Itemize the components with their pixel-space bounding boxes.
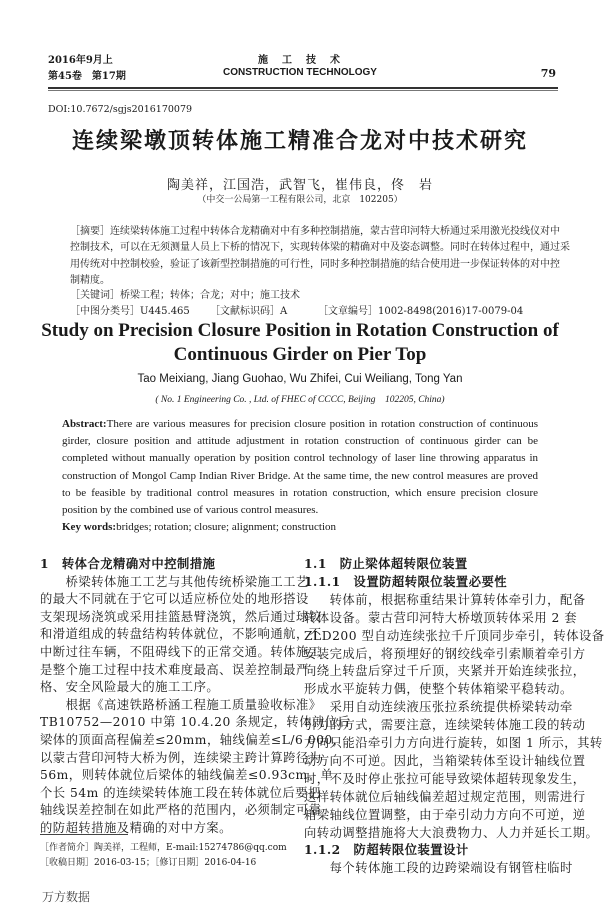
abstract-en-text: construction of Mongol Camp Indian River Bridge. At the same time, the new control measures are proved xyxy=(62,469,538,482)
body-text-line: 方向只能沿牵引力方向进行旋转，如图 1 所示，其转 xyxy=(304,736,603,750)
dates-footnote: ［收稿日期］2016-03-15；［修订日期］2016-04-16 xyxy=(40,858,257,868)
body-text-line: 箱梁轴线位置调整，由于牵引动力方向不可逆，逆 xyxy=(304,807,586,822)
affiliation-en: ( No. 1 Engineering Co. , Ltd. of FHEC of CCCC, Beijing 102205, China) xyxy=(155,395,445,405)
body-text-line: 根据《高速铁路桥涵工程施工质量验收标准》 xyxy=(40,697,322,712)
abstract-en-text: girder, closure position and attitude adjustment in rotation construction of continuous girder can be xyxy=(62,435,538,448)
body-text-line: 形成水平旋转力偶，使整个转体箱梁平稳转动。 xyxy=(304,682,573,697)
body-text-line: 动方向不可逆。因此，当箱梁转体至设计轴线位置 xyxy=(304,753,586,768)
header-rule xyxy=(48,87,558,91)
body-text-line: 以蒙古营印河特大桥为例，连续梁主跨计算跨径为 xyxy=(40,750,322,765)
abstract-en-text: position by the combined use of various control measures. xyxy=(62,504,319,516)
paper-title-en-line1: Study on Precision Closure Position in Rotation Construction of xyxy=(41,320,559,341)
body-text-line: 采用自动连续液压张拉系统提供桥梁转动牵 xyxy=(304,700,573,715)
wanfang-watermark: 万方数据 xyxy=(42,890,91,904)
abstract-cn-line: ［摘要］连续梁转体施工过程中转体合龙精确对中有多种控制措施，蒙古营印河特大桥通过采用激光投线仪对中 xyxy=(70,226,560,237)
document-code: ［文献标识码］A xyxy=(210,306,288,317)
journal-name-en: CONSTRUCTION TECHNOLOGY xyxy=(223,67,377,78)
article-number: ［文章编号］1002-8498(2016)17-0079-04 xyxy=(318,306,524,317)
issue-date: 2016年9月上 xyxy=(48,55,113,66)
abstract-cn-line: 制精度。 xyxy=(70,274,110,286)
abstract-en-line xyxy=(62,504,538,516)
body-text-line: 这样转体就位后轴线偏差超过规定范围，则需进行 xyxy=(304,789,586,804)
abstract-cn-line: 控制技术，可以在无须测量人员上下桥的情况下，实现转体梁的精确对中及姿态调整。同时在转体过程中，通过采 xyxy=(70,242,570,254)
keywords-en-text: bridges; rotation; closure; alignment; construction xyxy=(116,521,337,533)
section-heading: 1 转体合龙精确对中控制措施 xyxy=(40,556,216,571)
section-heading: 1.1.2 防超转限位装置设计 xyxy=(304,842,469,858)
body-text-line: 56m，则转体就位后梁体的轴线偏差≤0.93cm。单 xyxy=(40,768,334,783)
body-text-line: 每个转体施工段的边跨梁端设有钢管柱临时 xyxy=(304,861,573,876)
body-text-line: 个长 54m 的连续梁转体施工段在转体就位后要把 xyxy=(40,785,321,800)
body-text-line: 桥梁转体施工工艺与其他传统桥梁施工工艺 xyxy=(40,574,309,589)
body-text-line: 向转动调整措施将大大浪费物力、人力并延长工期。 xyxy=(304,825,599,840)
body-text-line: 转体前，根据称重结果计算转体牵引力，配备 xyxy=(304,592,586,607)
body-text-line: 时，不及时停止张拉可能导致梁体超转现象发生， xyxy=(304,771,586,786)
body-text-line: 梁体的顶面高程偏差≤20mm，轴线偏差≤L/6 000， xyxy=(40,733,346,747)
body-text-line: 安装完成后，将预埋好的钢绞线牵引索顺着牵引方 xyxy=(304,646,586,661)
doi: DOI:10.7672/sgjs2016170079 xyxy=(48,104,193,115)
authors-cn: 陶美祥，江国浩，武智飞，崔伟良，佟 岩 xyxy=(166,178,433,193)
footnote-rule xyxy=(40,834,128,835)
abstract-en-text: completed without manually operation by position control technology of laser line throwing apparatus in xyxy=(62,452,538,465)
body-text-line: 向绕上转盘后穿过千斤顶，夹紧并开始连续张拉， xyxy=(304,664,586,679)
keywords-cn: ［关键词］桥梁工程；转体；合龙；对中；施工技术 xyxy=(70,290,300,301)
abstract-en-text: to be feasible by traditional control measures in rotation construction, which ensure precision closure xyxy=(62,486,538,499)
paper-title-cn: 连续梁墩顶转体施工精准合龙对中技术研究 xyxy=(71,128,528,154)
journal-name-cn: 施 工 技 术 xyxy=(258,55,342,66)
abstract-en-text: There are various measures for precision closure position in rotation construction of continuous xyxy=(106,418,538,430)
body-text-line: 是整个施工过程中技术难度最高、误差控制最严 xyxy=(40,662,309,677)
body-text-line: 中断过往车辆，不阻碍线下的正常交通。转体施工 xyxy=(40,645,322,659)
abstract-en-line xyxy=(62,435,538,447)
abstract-cn-line: 用传统对中控制校验，验证了该新型控制措施的可行性，同时多种控制措施的结合使用进一步保证转体的对中控 xyxy=(70,258,560,270)
body-text-line: 支架现场浇筑或采用挂篮悬臂浇筑，然后通过球铰 xyxy=(40,609,322,624)
authors-en: Tao Meixiang, Jiang Guohao, Wu Zhifei, Cui Weiliang, Tong Yan xyxy=(137,373,463,385)
affiliation-cn: （中交一公局第一工程有限公司，北京 102205） xyxy=(197,195,403,205)
author-info-footnote: ［作者简介］陶美祥，工程师，E-mail:15274786@qq.com xyxy=(40,843,287,853)
keywords-en-label: Key words: xyxy=(62,521,117,533)
body-text-line: 格、安全风险最大的施工工序。 xyxy=(40,680,220,695)
abstract-en-line xyxy=(62,418,538,430)
section-heading: 1.1.1 设置防超转限位装置必要性 xyxy=(304,573,508,589)
body-text-line: 和滑道组成的转盘结构转体就位，不影响通航，不 xyxy=(40,627,322,642)
abstract-en-line xyxy=(62,487,538,499)
body-text-line: 引力的方式，需要注意，连续梁转体施工段的转动 xyxy=(304,718,586,733)
volume-issue: 第45卷 第17期 xyxy=(48,71,126,82)
body-text-line: 的防超转措施及精确的对中方案。 xyxy=(40,821,232,835)
page-number: 79 xyxy=(540,67,556,80)
abstract-en-line xyxy=(62,452,538,464)
section-heading: 1.1 防止梁体超转限位装置 xyxy=(304,556,468,571)
body-text-line: 转体设备。蒙古营印河特大桥墩顶转体采用 2 套 xyxy=(304,610,578,625)
clc-number: ［中图分类号］U445.465 xyxy=(70,306,190,317)
body-text-line: 的最大不同就在于它可以适应桥位处的地形搭设 xyxy=(40,592,309,607)
keywords-en xyxy=(62,521,336,533)
body-text-line: 轴线误差控制在如此严格的范围内，必须制定可靠 xyxy=(40,803,322,818)
body-text-line: TB10752—2010 中第 10.4.20 条规定，转体就位后 xyxy=(40,715,351,730)
paper-title-en-line2: Continuous Girder on Pier Top xyxy=(173,344,427,365)
body-text-line: ZLD200 型自动连续张拉千斤顶同步牵引，转体设备 xyxy=(304,628,605,643)
abstract-en-label: Abstract: xyxy=(62,418,107,430)
abstract-en-line xyxy=(62,470,538,482)
